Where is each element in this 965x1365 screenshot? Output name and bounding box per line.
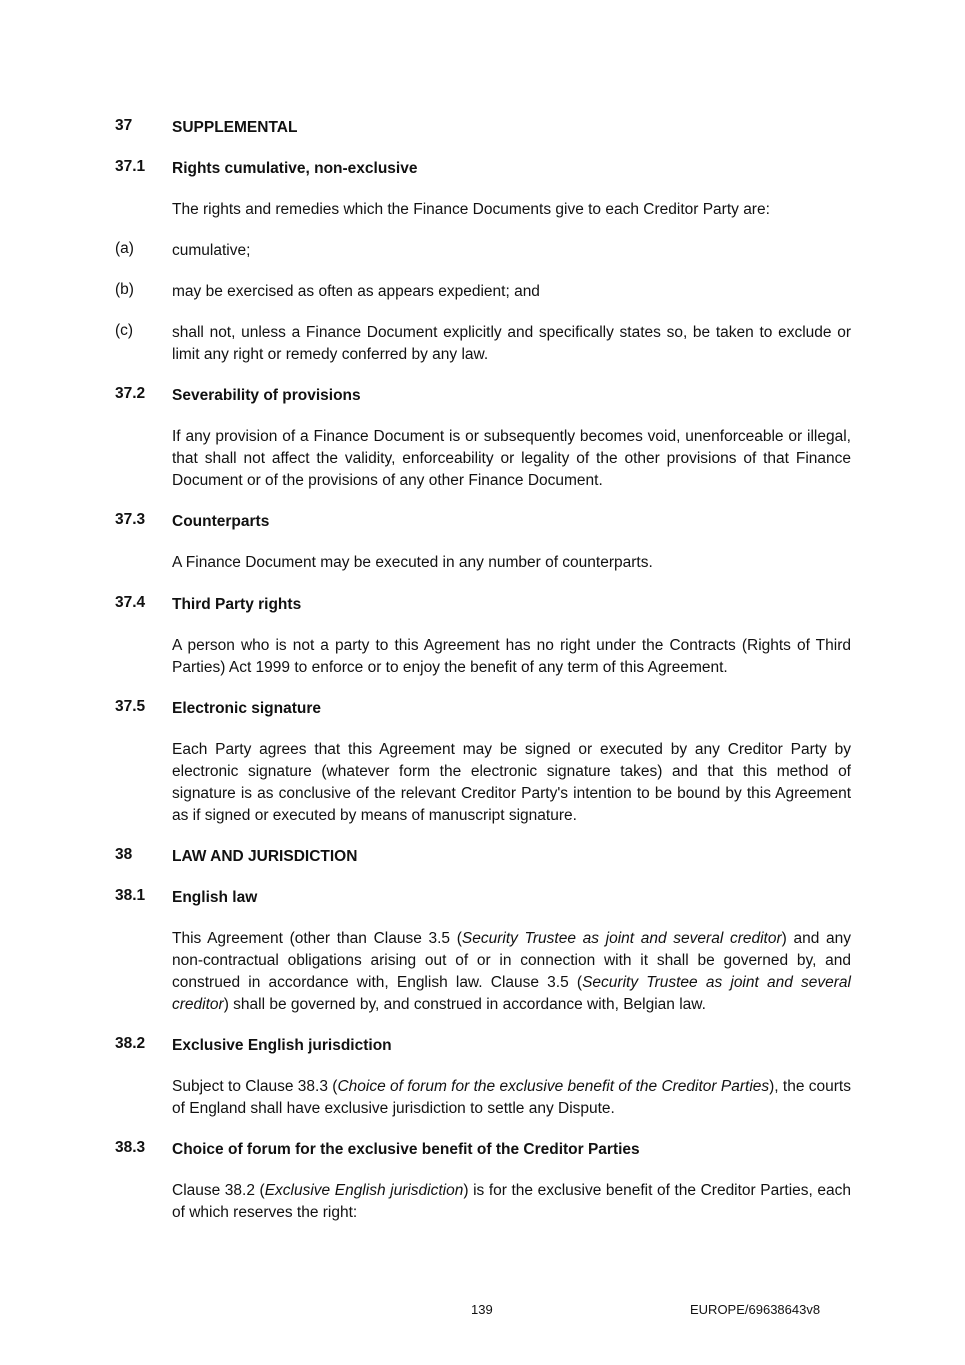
text-run: ) and any non-contractual obligations arising out of or in connection with it shall be governed by, and construed in accordance with, English law. Clause 3.5 ( [172, 930, 851, 991]
paragraph-text: A person who is not a party to this Agreement has no right under the Contracts (Rights of Third Parties) Act 1999 to enforce or to enjoy the benefit of any term of this Agreement. [172, 637, 851, 676]
subclause-title: Electronic signature [172, 700, 322, 717]
list-text: cumulative; [172, 242, 251, 259]
subclause-title: Exclusive English jurisdiction [172, 1037, 392, 1054]
clause-reference: Security Trustee as joint and several creditor [461, 930, 782, 947]
page-number: 139 [471, 1302, 493, 1317]
subclause-number: 37.4 [115, 594, 146, 611]
clause-title: SUPPLEMENTAL [172, 119, 298, 136]
clause-reference: Security Trustee as joint and several creditor [172, 974, 851, 1013]
clause-reference: Choice of forum for the exclusive benefit of the Creditor Parties [337, 1078, 770, 1095]
subclause-number: 38.3 [115, 1139, 146, 1156]
paragraph-text: A Finance Document may be executed in any number of counterparts. [172, 554, 653, 571]
paragraph-text [172, 1180, 851, 1224]
subclause-number: 38.1 [115, 887, 146, 904]
list-label: (b) [115, 281, 134, 298]
subclause-title: English law [172, 889, 258, 906]
clause-number: 37 [115, 117, 133, 134]
subclause-title: Counterparts [172, 513, 270, 530]
paragraph-text: If any provision of a Finance Document is or subsequently becomes void, unenforceable or illegal, that shall not affect the validity, enforceability or legality of the other provisions of that Finance Document or of the provisions of any other Finance Document. [172, 428, 851, 489]
text-run: ) is for the exclusive benefit of the Creditor Parties, each of which reserves the right: [172, 1182, 851, 1221]
subclause-title: Rights cumulative, non-exclusive [172, 160, 418, 177]
list-label: (a) [115, 240, 134, 257]
clause-reference: Exclusive English jurisdiction [264, 1182, 464, 1199]
text-run: Subject to Clause 38.3 ( [172, 1078, 338, 1095]
paragraph-text [172, 1076, 851, 1120]
clause-title: LAW AND JURISDICTION [172, 848, 358, 865]
paragraph-text [172, 928, 851, 1016]
subclause-number: 37.3 [115, 511, 146, 528]
subclause-number: 37.1 [115, 158, 146, 175]
text-run: ), the courts of England shall have exclusive jurisdiction to settle any Dispute. [172, 1078, 851, 1117]
paragraph-text: Each Party agrees that this Agreement may be signed or executed by any Creditor Party by electronic signature (whatever form the electronic signature takes) and that this method of signature is as conclusive of the relevant Creditor Party's intention to be bound by this Agreement as if signed or executed by means of manuscript signature. [172, 741, 851, 824]
subclause-number: 37.5 [115, 698, 146, 715]
list-text: shall not, unless a Finance Document explicitly and specifically states so, be taken to exclude or limit any right or remedy conferred by any law. [172, 324, 851, 363]
subclause-number: 38.2 [115, 1035, 146, 1052]
list-text: may be exercised as often as appears expedient; and [172, 283, 540, 300]
subclause-title: Severability of provisions [172, 387, 361, 404]
subclause-title: Choice of forum for the exclusive benefit of the Creditor Parties [172, 1141, 640, 1158]
subclause-number: 37.2 [115, 385, 146, 402]
clause-number: 38 [115, 846, 133, 863]
text-run: Clause 38.2 ( [172, 1182, 265, 1199]
text-run: This Agreement (other than Clause 3.5 ( [172, 930, 462, 947]
text-run: ) shall be governed by, and construed in accordance with, Belgian law. [223, 996, 706, 1013]
paragraph-text: The rights and remedies which the Finance Documents give to each Creditor Party are: [172, 201, 770, 218]
subclause-title: Third Party rights [172, 596, 302, 613]
list-label: (c) [115, 322, 134, 339]
document-reference: EUROPE/69638643v8 [690, 1302, 821, 1317]
